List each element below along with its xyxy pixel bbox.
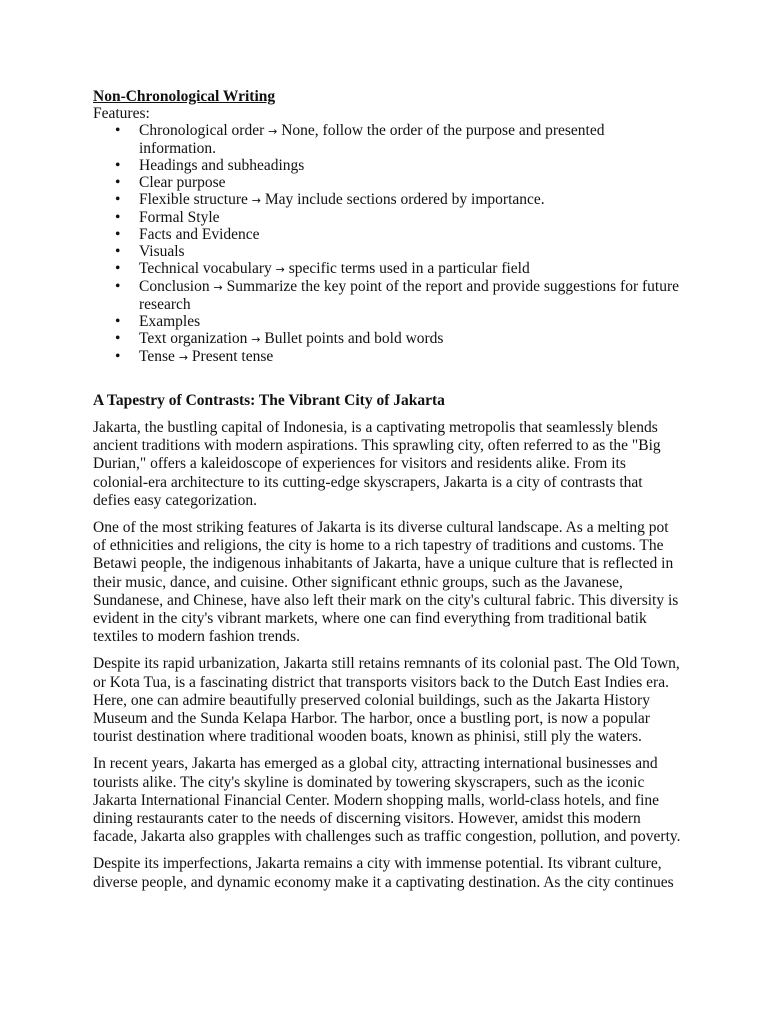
- essay-paragraph: Despite its imperfections, Jakarta remains a city with immense potential. Its vibrant culture, diverse people, and dynamic economy make it a captivating destination. As the city continues: [93, 855, 674, 891]
- feature-item: [93, 313, 683, 330]
- bullet-icon: •: [115, 260, 121, 277]
- notes-title: Non-Chronological Writing: [93, 88, 276, 105]
- arrow-icon: →: [178, 351, 189, 364]
- feature-detail: Summarize the key point of the report and provide suggestions for future research: [139, 278, 679, 313]
- feature-text: Headings and subheadings: [139, 157, 305, 174]
- feature-text: Facts and Evidence: [139, 226, 260, 243]
- feature-text: Conclusion: [139, 278, 210, 295]
- feature-text: Visuals: [139, 243, 185, 260]
- feature-detail: None, follow the order of the purpose and presented information.: [139, 122, 605, 157]
- arrow-icon: →: [251, 333, 261, 346]
- feature-item: [93, 278, 683, 313]
- feature-item: [93, 191, 683, 209]
- feature-item: [93, 157, 683, 174]
- bullet-icon: •: [115, 157, 121, 174]
- feature-text: Flexible structure: [139, 191, 248, 208]
- essay-paragraph: One of the most striking features of Jakarta is its diverse cultural landscape. As a melting pot of ethnicities and religions, the city is home to a rich tapestry of traditions and customs. The Betawi people, the indigenous inhabitants of Jakarta, have a unique culture that is reflected in their music, dance, and cuisine. Other significant ethnic groups, such as the Javanese, Sundanese, and Chinese, have also left their mark on the city's cultural fabric. This diversity is evident in the city's vibrant markets, where one can find everything from traditional batik textiles to modern fashion trends.: [93, 519, 679, 646]
- essay-title: A Tapestry of Contrasts: The Vibrant City of Jakarta: [93, 392, 445, 409]
- bullet-icon: •: [115, 209, 121, 226]
- feature-text: Chronological order: [139, 122, 265, 139]
- bullet-icon: •: [115, 330, 121, 347]
- feature-item: [93, 174, 683, 191]
- feature-item: [93, 226, 683, 243]
- feature-detail: specific terms used in a particular field: [288, 260, 530, 277]
- bullet-icon: •: [115, 226, 121, 243]
- essay-paragraph: Despite its rapid urbanization, Jakarta still retains remnants of its colonial past. The Old Town, or Kota Tua, is a fascinating district that transports visitors back to the Dutch East Indies era. Here, one can admire beautifully preserved colonial buildings, such as the Jakarta History Museum and the Sunda Kelapa Harbor. The harbor, once a bustling port, is now a popular tourist destination where traditional wooden boats, known as phinisi, still ply the waters.: [93, 655, 680, 746]
- arrow-icon: →: [275, 263, 285, 276]
- feature-detail: Bullet points and bold words: [264, 330, 444, 347]
- bullet-icon: •: [115, 313, 121, 330]
- bullet-icon: •: [115, 122, 121, 139]
- essay-paragraph: In recent years, Jakarta has emerged as a global city, attracting international businesses and tourists alike. The city's skyline is dominated by towering skyscrapers, such as the iconic Jakarta International Financial Center. Modern shopping malls, world-class hotels, and fine dining restaurants cater to the needs of discerning visitors. However, amidst this modern facade, Jakarta also grapples with challenges such as traffic congestion, pollution, and poverty.: [93, 755, 681, 846]
- feature-detail: May include sections ordered by importance.: [264, 191, 545, 208]
- feature-item: [93, 243, 683, 260]
- feature-text: Examples: [139, 313, 201, 330]
- arrow-icon: →: [251, 194, 261, 207]
- essay-paragraph: Jakarta, the bustling capital of Indonesia, is a captivating metropolis that seamlessly blends ancient traditions with modern aspirations. This sprawling city, often referred to as the "Big Durian," offers a kaleidoscope of experiences for visitors and residents alike. From its colonial-era architecture to its cutting-edge skyscrapers, Jakarta is a city of contrasts that defies easy categorization.: [93, 419, 661, 509]
- bullet-icon: •: [115, 191, 121, 208]
- feature-text: Clear purpose: [139, 174, 226, 191]
- bullet-icon: •: [115, 243, 121, 260]
- feature-item: [93, 122, 683, 157]
- feature-text: Tense: [139, 348, 175, 365]
- arrow-icon: →: [213, 281, 223, 294]
- feature-detail: Present tense: [191, 348, 274, 365]
- bullet-icon: •: [115, 278, 121, 295]
- features-list: [93, 122, 683, 366]
- feature-item: [93, 209, 683, 226]
- feature-text: Text organization: [139, 330, 248, 347]
- feature-item: [93, 260, 683, 278]
- arrow-icon: →: [268, 125, 278, 138]
- feature-item: [93, 330, 683, 348]
- bullet-icon: •: [115, 348, 121, 365]
- feature-text: Technical vocabulary: [139, 260, 272, 277]
- bullet-icon: •: [115, 174, 121, 191]
- feature-item: [93, 348, 683, 366]
- features-label: Features:: [93, 105, 150, 122]
- document-body: [93, 88, 683, 892]
- feature-text: Formal Style: [139, 209, 220, 226]
